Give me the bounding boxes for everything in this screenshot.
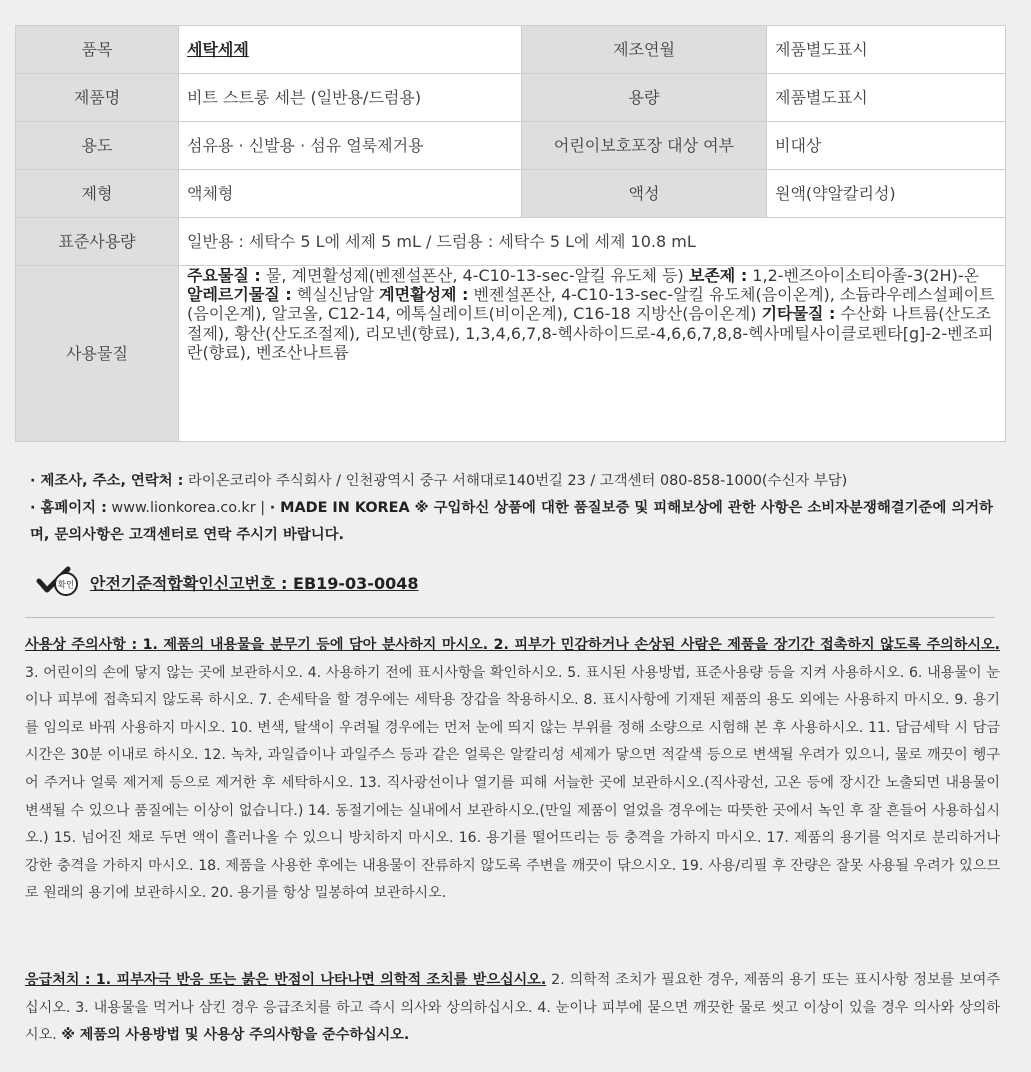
header-cell-manufacture-date: 제조연월 <box>522 26 767 74</box>
header-cell-standard-usage: 표준사용량 <box>16 218 179 266</box>
value-cell-ingredients <box>179 266 1006 442</box>
main-substance-text: 물, 계면활성제(벤젠설폰산, 4-C10-13-sec-알킬 유도체 등) <box>260 266 689 285</box>
homepage-label: · 홈페이지 : <box>30 500 107 516</box>
value-cell-item <box>179 26 522 74</box>
value-cell-manufacture-date: 제품별도표시 <box>767 26 1006 74</box>
header-cell-child-packaging: 어린이보호포장 대상 여부 <box>522 122 767 170</box>
company-info <box>30 468 1005 549</box>
header-cell-usage: 용도 <box>16 122 179 170</box>
homepage-url: www.lionkorea.co.kr | <box>106 500 270 516</box>
value-cell-form: 액체형 <box>179 170 522 218</box>
safety-check-icon <box>36 566 80 598</box>
warranty-notice: ※ 구입하신 상품에 대한 품질보증 및 피해보상에 관한 사항은 소비자분쟁해결기준에 의거하며, 문의사항은 고객센터로 연락 주시기 바랍니다. <box>30 500 994 543</box>
value-cell-usage: 섬유용 · 신발용 · 섬유 얼룩제거용 <box>179 122 522 170</box>
other-substance-text: 수산화 나트륨(산도조절제), 황산(산도조절제), 리모넨(향료), 1,3,4,6,7,8-헥사하이드로-4,6,6,7,8,8-헥사메틸사이클로펜타[g]-2-벤조피란(향료), 벤조산나트륨 <box>187 304 994 362</box>
compliance-notice: ※ 제품의 사용방법 및 사용상 주의사항을 준수하십시오. <box>61 1027 410 1044</box>
surfactant-text: 벤젠설폰산, 4-C10-13-sec-알킬 유도체(음이온계), 소듐라우레스설페이트(음이온계), 알코올, C12-14, 에톡실레이트(비이온계), C16-18 지방산(음이온계) <box>187 285 995 324</box>
cautions-label: 사용상 주의사항 : <box>25 637 138 653</box>
table-row <box>16 26 1006 74</box>
section-divider <box>25 617 995 618</box>
value-cell-standard-usage: 일반용 : 세탁수 5 L에 세제 5 mL / 드럼용 : 세탁수 5 L에 세제 10.8 mL <box>179 218 1006 266</box>
maker-label: · 제조사, 주소, 연락처 : <box>30 473 184 489</box>
cautions-text: 3. 어린이의 손에 닿지 않는 곳에 보관하시오. 4. 사용하기 전에 표시사항을 확인하시오. 5. 표시된 사용방법, 표준사용량 등을 지켜 사용하시오. 6. 내용물이 눈이나 피부에 접촉되지 않도록 하시오. 7. 손세탁을 할 경우에는 세탁용 장갑을 착용하시오. 8. 표시사항에 기재된 제품의 용도 외에는 사용하지 마시오. 9. 용기를 임의로 바꿔 사용하지 마시오. 10. 변색, 탈색이 우려될 경우에는 먼저 눈에 띄지 않는 부위를 정해 소량으로 시험해 본 후 사용하시오. 11. 담금세탁 시 담금시간은 30분 이내로 하시오. 12. 녹차, 과일즙이나 과일주스 등과 같은 얼룩은 알칼리성 세제가 닿으면 적갈색 등으로 변색될 우려가 있으니, 물로 깨끗이 헹구어 주거나 얼룩 제거제 등으로 제거한 후 세탁하시오. 13. 직사광선이나 열기를 피해 서늘한 곳에 보관하시오.(직사광선, 고온 등에 장시간 노출되면 내용물이 변색될 수 있으나 품질에는 이상이 없습니다.) 14. 동절기에는 실내에서 보관하시오.(만일 제품이 얼었을 경우에는 따뜻한 곳에서 녹인 후 잘 흔들어 사용하십시오.) 15. 넘어진 채로 두면 액이 흘러나올 수 있으니 방치하지 마시오. 16. 용기를 떨어뜨리는 등 충격을 가하지 마시오. 17. 제품의 용기를 억지로 분리하거나 강한 충격을 가하지 마시오. 18. 제품을 사용한 후에는 내용물이 잔류하지 않도록 주변을 깨끗이 닦으시오. 19. 사용/리필 후 잔량은 잘못 사용될 우려가 있으므로 원래의 용기에 보관하시오. 20. 용기를 항상 밀봉하여 보관하시오. <box>25 664 1000 902</box>
value-cell-child-packaging: 비대상 <box>767 122 1006 170</box>
main-substance-label: 주요물질 : <box>187 266 261 285</box>
table-row <box>16 266 1006 442</box>
first-aid-label: 응급처치 : <box>25 972 91 988</box>
table-row <box>16 122 1006 170</box>
product-spec-table <box>15 25 1006 442</box>
product-type-text: 세탁세제 <box>187 39 249 59</box>
header-cell-form: 제형 <box>16 170 179 218</box>
safety-certification <box>36 566 418 598</box>
homepage-line <box>30 495 1005 549</box>
header-cell-ingredients: 사용물질 <box>16 266 179 442</box>
preservative-label: 보존제 : <box>688 266 748 285</box>
cautions-emphasis: 1. 제품의 내용물을 분무기 등에 담아 분사하지 마시오. 2. 피부가 민감하거나 손상된 사람은 제품을 장기간 접촉하지 않도록 주의하시오. <box>137 637 1000 653</box>
allergen-text: 헥실신남알 <box>291 285 380 305</box>
made-in-korea: · MADE IN KOREA <box>269 500 410 516</box>
allergen-label: 알레르기물질 : <box>187 285 292 305</box>
value-cell-ph: 원액(약알칼리성) <box>767 170 1006 218</box>
maker-line <box>30 468 1005 495</box>
usage-cautions <box>25 632 1000 908</box>
first-aid <box>25 967 1000 1050</box>
surfactant-label: 계면활성제 : <box>379 285 469 305</box>
value-cell-capacity: 제품별도표시 <box>767 74 1006 122</box>
svg-text:확인: 확인 <box>57 580 75 591</box>
first-aid-emphasis: 1. 피부자극 반응 또는 붉은 반점이 나타나면 의학적 조치를 받으십시오. <box>90 972 547 988</box>
header-cell-item: 품목 <box>16 26 179 74</box>
table-row <box>16 170 1006 218</box>
first-aid-text: 2. 의학적 조치가 필요한 경우, 제품의 용기 또는 표시사항 정보를 보여주십시오. 3. 내용물을 먹거나 삼킨 경우 응급조치를 하고 즉시 의사와 상의하십시오. 4. 눈이나 피부에 묻으면 깨끗한 물로 씻고 이상이 있을 경우 의사와 상의하시오. <box>25 972 1000 1044</box>
maker-text: 라이온코리아 주식회사 / 인천광역시 중구 서해대로140번길 23 / 고객센터 080-858-1000(수신자 부담) <box>183 473 848 489</box>
header-cell-capacity: 용량 <box>522 74 767 122</box>
value-cell-product-name: 비트 스트롱 세븐 (일반용/드럼용) <box>179 74 522 122</box>
header-cell-product-name: 제품명 <box>16 74 179 122</box>
table-row <box>16 74 1006 122</box>
other-substance-label: 기타물질 : <box>761 304 836 324</box>
header-cell-ph: 액성 <box>522 170 767 218</box>
certification-number: 안전기준적합확인신고번호 : EB19-03-0048 <box>90 573 419 593</box>
preservative-text: 1,2-벤즈아이소티아졸-3(2H)-온 <box>747 266 980 285</box>
table-row <box>16 218 1006 266</box>
